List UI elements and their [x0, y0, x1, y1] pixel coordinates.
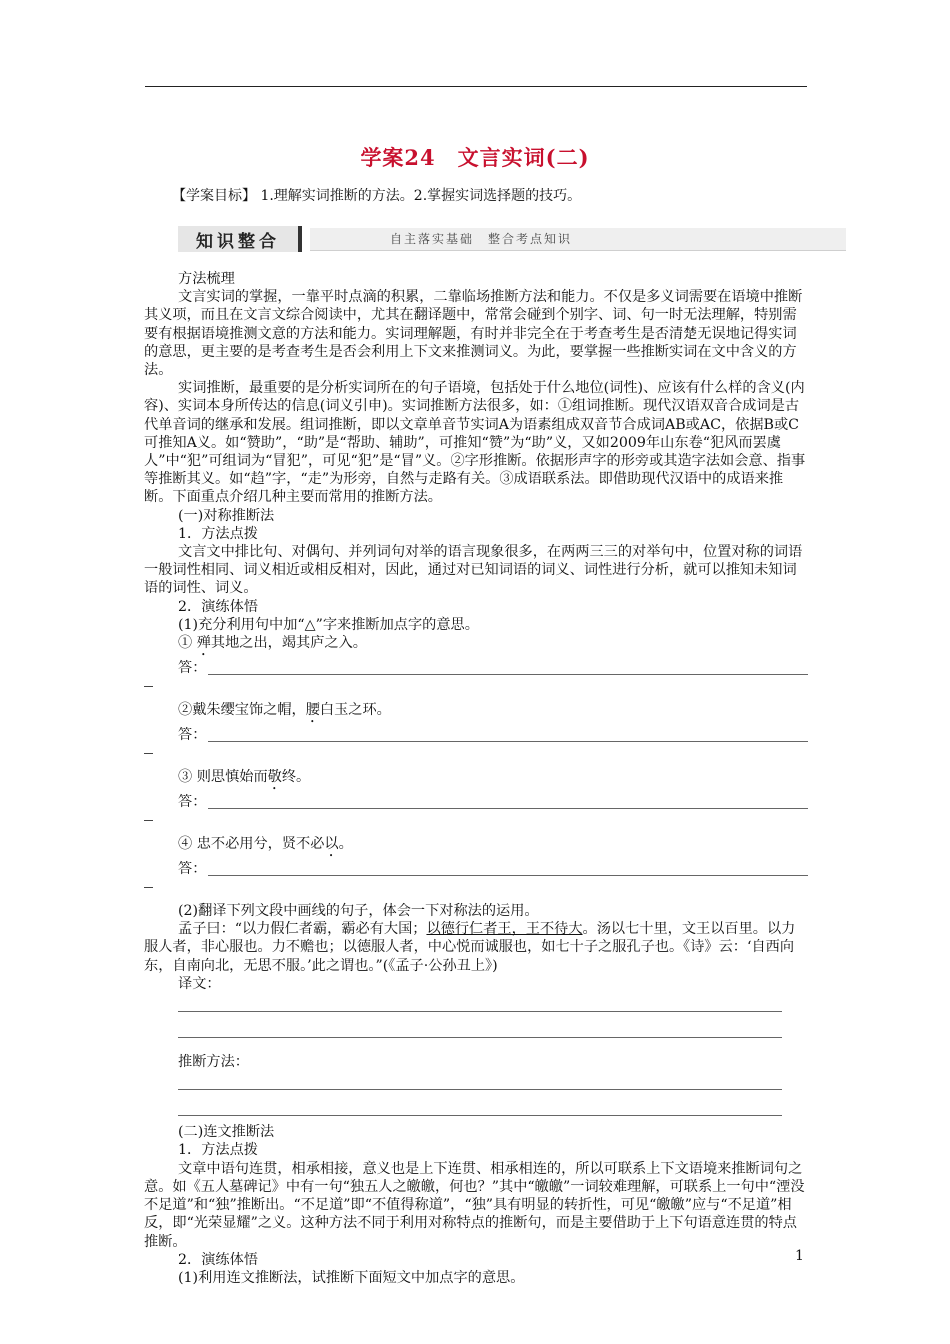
dash-mark [144, 811, 808, 829]
dash-mark [144, 878, 808, 896]
answer-label: 答： [178, 794, 207, 811]
answer-field-1[interactable] [144, 659, 808, 677]
dash-mark [144, 677, 808, 695]
page-number: 1 [795, 1248, 804, 1264]
method-heading: 方法梳理 [178, 271, 235, 287]
banner-subtitle: 自主落实基础 整合考点知识 [390, 232, 573, 246]
section1-sub2: 2．演练体悟 [178, 598, 258, 615]
method-line-1[interactable] [144, 1071, 808, 1097]
dotted-char: 殚 [196, 635, 211, 652]
underlined-sentence: 以德行仁者王，王不待大 [426, 921, 583, 938]
paragraph-2: 实词推断，最重要的是分析实词所在的句子语境，包括处于什么地位(词性)、应该有什么样的含义(内容)、实词本身所传达的信息(词义引申)。实词推断方法很多，如：①组词推断。现代汉语双音合成词是古代单音词的继承和发展。组词推断，即以文章单音节实词A为语素组成双音节合成词AB或AC，依据B或C可推知A义。如“赞助”，“助”是“帮助、辅助”，可推知“赞”为“助”义，又如2009年山东卷“犯风而罢虞人”中“犯”可组词为“冒犯”，可见“犯”是“冒”义。②字形推断。依据形声字的形旁或其造字法如会意、指事等推断其义。如“趋”字，“走”为形旁，自然与走路有关。③成语联系法。即借助现代汉语中的成语来推断。下面重点介绍几种主要而常用的推断方法。 [144, 380, 806, 506]
method-line-2[interactable] [144, 1097, 808, 1123]
banner-strip [310, 228, 846, 251]
translation-line-2[interactable] [144, 1019, 808, 1045]
mencius-passage: 孟子曰：“以力假仁者霸，霸必有大国；以德行仁者王，王不待大。汤以七十里，文王以百里。以力服人者，非心服也。力不赡也；以德服人者，中心悦而诚服也，如七十子之服孔子也。《诗》云：‘自西向东，自南向北，无思不服。’此之谓也。”(《孟子·公孙丑上》) [144, 921, 796, 974]
question-1: (1)充分利用句中加“△”字来推断加点字的意思。 [178, 616, 479, 633]
page-title: 学案24 文言实词(二) [360, 145, 590, 170]
header-rule [145, 86, 807, 87]
section2-question-1: (1)利用连文推断法，试推断下面短文中加点字的意思。 [178, 1269, 525, 1286]
exercise-item-1: ① 殚其地之出，竭其庐之入。 [178, 635, 367, 652]
answer-label: 答： [178, 660, 207, 677]
answer-label: 答： [178, 861, 207, 878]
dotted-char: 腰 [305, 702, 320, 719]
translation-line-1[interactable] [144, 993, 808, 1019]
section2-sub1-text: 文章中语句连贯，相承相接，意义也是上下连贯、相承相连的，所以可联系上下文语境来推断词句之意。如《五人墓碑记》中有一句“独五人之皦皦，何也？”其中“皦皦”一词较难理解，可联系上一句中“湮没不足道”和“独”推断出。“不足道”即“不值得称道”，“独”具有明显的转折性，可见“皦皦”应与“不足道”相反，即“光荣显耀”之义。这种方法不同于利用对称特点的推断句，而是主要借助于上下句语意连贯的特点推断。 [144, 1160, 805, 1250]
exercise-item-3: ③ 则思慎始而敬终。 [178, 769, 311, 786]
section2-sub1: 1．方法点拨 [178, 1142, 258, 1159]
dotted-char: 敬 [267, 769, 282, 786]
banner-label-box [178, 226, 302, 252]
section1-heading: (一)对称推断法 [178, 507, 275, 524]
section2-heading: (二)连文推断法 [178, 1124, 275, 1141]
section2-sub2: 2．演练体悟 [178, 1251, 258, 1268]
section1-sub1-text: 文言文中排比句、对偶句、并列词句对举的语言现象很多，在两两三三的对举句中，位置对称的词语一般词性相同、词义相近或相反相对，因此，通过对已知词语的词义、词性进行分析，就可以推知未知词语的词性、词义。 [144, 544, 803, 597]
dash-mark [144, 744, 808, 762]
translation-label: 译文： [178, 975, 221, 992]
exercise-item-2: ②戴朱缨宝饰之帽，腰白玉之环。 [178, 702, 391, 719]
question-2: (2)翻译下列文段中画线的句子，体会一下对称法的运用。 [178, 903, 539, 920]
answer-field-3[interactable] [144, 793, 808, 811]
answer-field-2[interactable] [144, 726, 808, 744]
section-banner [178, 226, 846, 252]
exercise-item-4: ④ 忠不必用兮，贤不必以。 [178, 836, 353, 853]
document-body [144, 270, 808, 1287]
section1-sub1: 1．方法点拨 [178, 525, 258, 542]
learning-goal: 【学案目标】 1.理解实词推断的方法。2.掌握实词选择题的技巧。 [172, 188, 582, 204]
banner-label: 知识整合 [196, 231, 280, 252]
dotted-char: 以 [324, 836, 339, 853]
answer-field-4[interactable] [144, 860, 808, 878]
method-label: 推断方法： [178, 1054, 249, 1071]
paragraph-1: 文言实词的掌握，一靠平时点滴的积累，二靠临场推断方法和能力。不仅是多义词需要在语境中推断其义项，而且在文言文综合阅读中，尤其在翻译题中，常常会碰到个别字、词、句一时无法理解，特别需要有根据语境推测文意的方法和能力。实词理解题，有时并非完全在于考查考生是否清楚无误地记得实词的意思，更主要的是考查考生是否会利用上下文来推测词义。为此，要掌握一些推断实词在文中含义的方法。 [144, 289, 803, 379]
answer-label: 答： [178, 727, 207, 744]
